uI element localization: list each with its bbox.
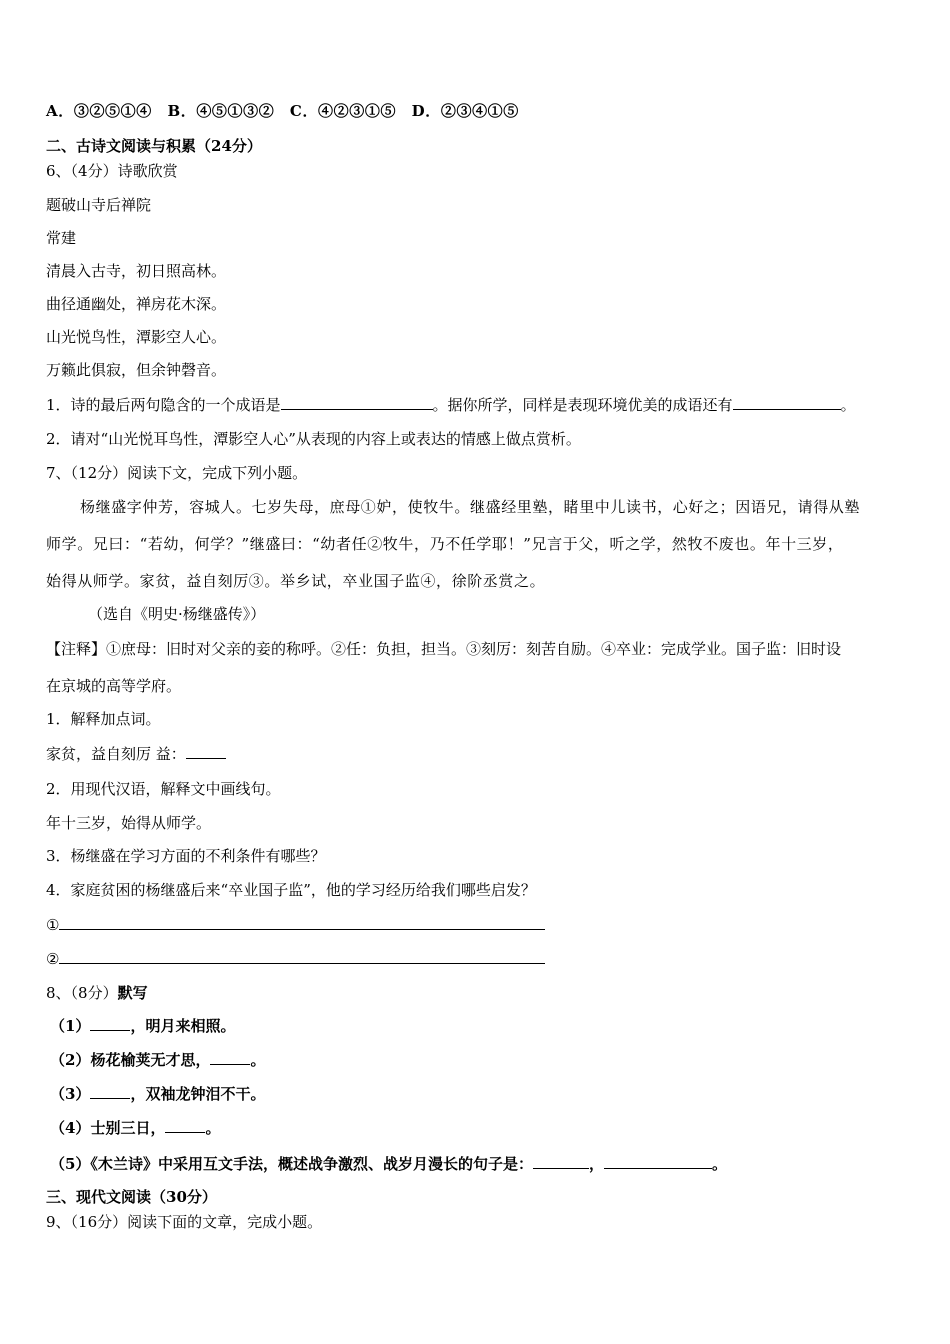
q7-sub2-item: 年十三岁，始得从师学。	[46, 814, 212, 832]
item-num: （1）	[50, 1017, 91, 1035]
q7-header: 7、（12分）阅读下文，完成下列小题。	[46, 464, 308, 482]
poem-line-2: 曲径通幽处，禅房花木深。	[46, 295, 227, 313]
q9-header: 9、（16分）阅读下面的文章，完成小题。	[46, 1213, 323, 1231]
answer-line-1	[46, 915, 545, 935]
passage-line-2: 师学。兄曰：“若幼，何学？”继盛曰：“幼者任②牧牛，乃不任学耶！”兄言于父，听之学，然牧不废也。年十三岁，	[46, 535, 844, 553]
dictation-blank[interactable]	[165, 1118, 205, 1133]
q6-sub1-text-a: 1．诗的最后两句隐含的一个成语是	[46, 396, 281, 414]
dictation-blank-5b[interactable]	[604, 1154, 712, 1169]
idiom-blank-2[interactable]	[733, 395, 841, 410]
dictation-blank[interactable]	[210, 1050, 250, 1065]
q7-sub1-item	[46, 744, 226, 764]
item-after: ，双袖龙钟泪不干。	[130, 1085, 266, 1103]
poem-line-1: 清晨入古寺，初日照高林。	[46, 262, 227, 280]
q6-sub2: 2．请对“山光悦耳鸟性，潭影空人心”从表现的内容上或表达的情感上做点赏析。	[46, 430, 581, 448]
item-num: （4）	[50, 1119, 91, 1137]
dictation-blank-5a[interactable]	[533, 1154, 589, 1169]
q7-sub1: 1．解释加点词。	[46, 710, 161, 728]
q6-sub1-text-c: 。	[840, 396, 856, 414]
q7-sub1-item-text: 家贫，益自刻厉 益：	[46, 745, 186, 763]
q7-sub4: 4．家庭贫困的杨继盛后来“卒业国子监”，他的学习经历给我们哪些启发？	[46, 881, 536, 899]
idiom-blank-1[interactable]	[281, 395, 433, 410]
item-after: 。	[250, 1051, 266, 1069]
section3-heading: 三、现代文阅读（30分）	[46, 1188, 217, 1206]
answer-options: A．③②⑤①④ B．④⑤①③② C．④②③①⑤ D．②③④①⑤	[46, 102, 519, 120]
passage-line-3: 始得从师学。家贫，益自刻厉③。举乡试，卒业国子监④，徐阶丞赏之。	[46, 572, 546, 590]
poem-line-4: 万籁此俱寂，但余钟磬音。	[46, 361, 227, 379]
dictation-blank[interactable]	[90, 1084, 130, 1099]
item-after: 。	[205, 1119, 221, 1137]
q6-sub1	[46, 395, 856, 415]
q7-sub2: 2．用现代汉语，解释文中画线句。	[46, 780, 281, 798]
answer-blank-2[interactable]	[59, 949, 545, 964]
passage-source: （选自《明史·杨继盛传》）	[88, 605, 266, 623]
passage-line-1: 杨继盛字仲芳，容城人。七岁失母，庶母①妒，使牧牛。继盛经里塾，睹里中儿读书，心好之；因语兄，请得从塾	[80, 498, 861, 516]
poem-author: 常建	[46, 229, 77, 247]
answer-label-2: ②	[46, 950, 60, 968]
item-after: ，明月来相照。	[130, 1017, 236, 1035]
item5-text-a: （5）《木兰诗》中采用互文手法，概述战争激烈、战岁月漫长的句子是：	[50, 1155, 533, 1173]
poem-line-3: 山光悦鸟性，潭影空人心。	[46, 328, 227, 346]
q8-header-plain: 8、（8分）	[46, 984, 118, 1002]
poem-title: 题破山寺后禅院	[46, 196, 152, 214]
annotation-line-2: 在京城的高等学府。	[46, 677, 182, 695]
section2-heading: 二、古诗文阅读与积累（24分）	[46, 137, 262, 155]
item-num: （2）	[50, 1051, 91, 1069]
answer-line-2	[46, 949, 545, 969]
q6-sub1-text-b: 。据你所学，同样是表现环境优美的成语还有	[432, 396, 733, 414]
q6-header: 6、（4分）诗歌欣赏	[46, 162, 178, 180]
answer-blank-1[interactable]	[59, 915, 545, 930]
dictation-item-2	[50, 1050, 265, 1070]
dictation-item-1	[50, 1016, 235, 1036]
item-before: 杨花榆荚无才思，	[90, 1051, 211, 1069]
dictation-item-5	[50, 1154, 727, 1174]
q8-header-bold: 默写	[117, 984, 148, 1002]
item5-text-b: ，	[588, 1155, 604, 1173]
explain-blank[interactable]	[186, 744, 226, 759]
item-num: （3）	[50, 1085, 91, 1103]
item5-text-c: 。	[711, 1155, 727, 1173]
q7-sub3: 3．杨继盛在学习方面的不利条件有哪些？	[46, 847, 326, 865]
q8-header	[46, 983, 148, 1003]
dictation-item-3	[50, 1084, 265, 1104]
item-before: 士别三日，	[90, 1119, 166, 1137]
dictation-blank[interactable]	[90, 1016, 130, 1031]
dictation-item-4	[50, 1118, 220, 1138]
answer-label-1: ①	[46, 916, 60, 934]
annotation-line-1: 【注释】①庶母：旧时对父亲的妾的称呼。②任：负担，担当。③刻厉：刻苦自励。④卒业：完成学业。国子监：旧时设	[46, 640, 842, 658]
